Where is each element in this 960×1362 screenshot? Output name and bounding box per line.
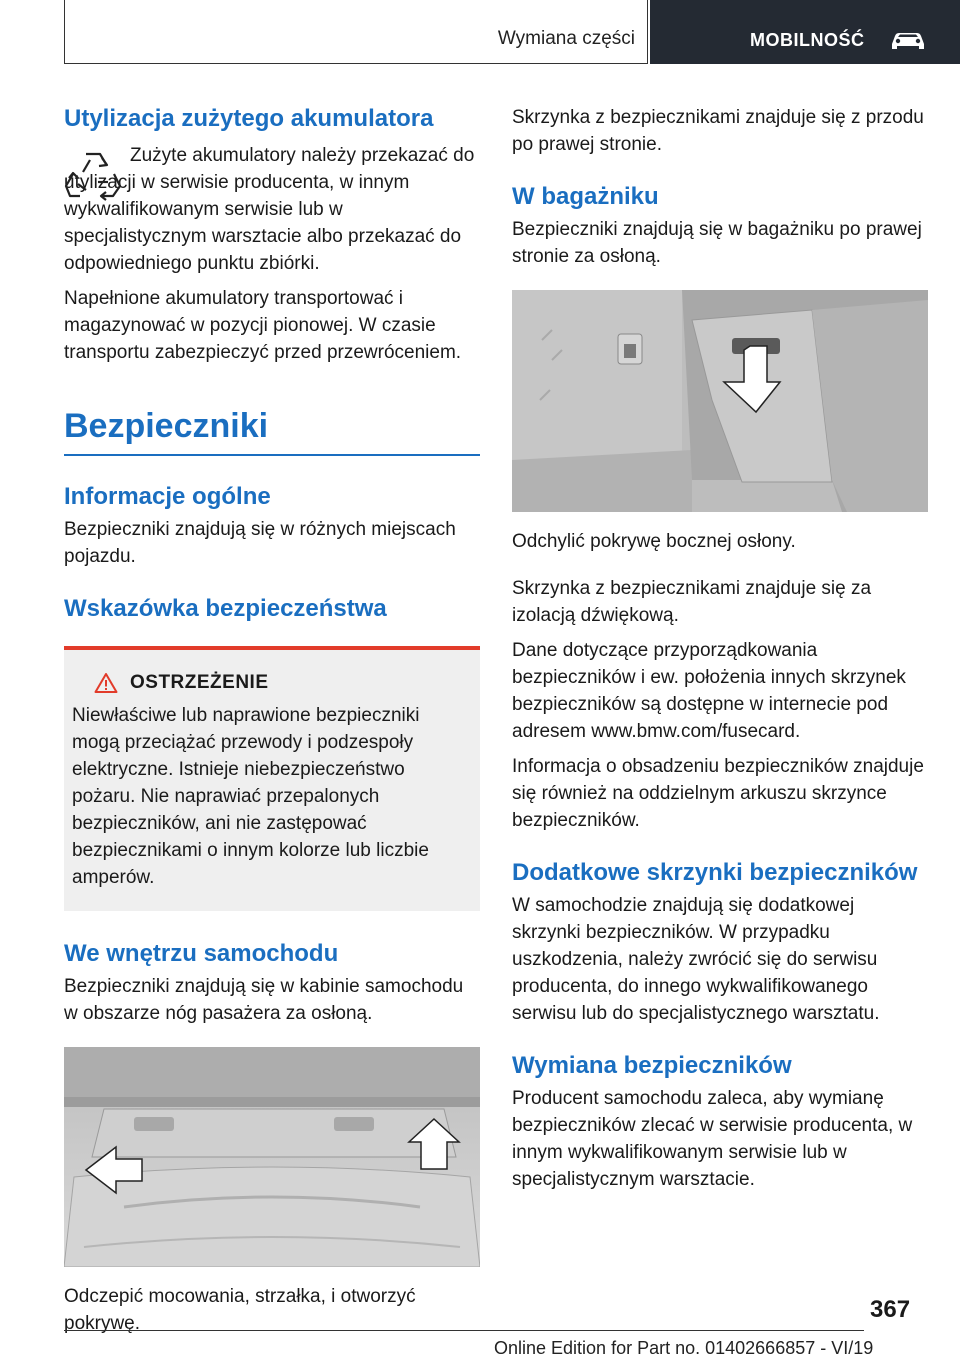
trunk-paragraph-3: Dane dotyczące przyporządkowania bezpieczników i ew. położenia innych skrzynek bezpieczników są dostępne w internecie pod adresem www.bmw.com/fusecard. [512,640,906,742]
battery-paragraph-2: Napełnione akumulatory transportować i magazynować w pozycji pionowej. W czasie transportu zabezpieczyć przed przewróceniem. [64,288,462,363]
warning-box [64,646,480,911]
right-intro: Skrzynka z bezpiecznikami znajduje się z przodu po prawej stronie. [512,107,924,155]
extra-boxes-heading: Dodatkowe skrzynki bezpieczników [512,859,918,886]
trunk-photo-illustration [512,290,928,512]
header-section-title: Wymiana części [497,28,635,49]
footer-edition: Online Edition for Part no. 01402666857 - VI/19 [494,1338,874,1358]
header-chapter-title: MOBILNOŚĆ [750,30,865,50]
general-text: Bezpieczniki znajdują się w różnych miejscach pojazdu. [64,519,456,567]
header-section-box [64,0,648,64]
fuses-title: Bezpieczniki [64,407,269,445]
left-column [64,100,480,1337]
page-number: 367 [870,1296,911,1323]
battery-paragraph-1: Zużyte akumulatory należy przekazać do utylizacji w serwisie producenta, w innym wykwalifikowanym serwisie lub w specjalistycznym warsztacie albo przekazać do odpowiedniego punktu zbiórki. [64,145,475,274]
battery-heading: Utylizacja zużytego akumulatora [64,105,434,132]
interior-photo-illustration [64,1047,480,1267]
trunk-heading: W bagażniku [512,183,659,210]
car-icon [888,28,928,52]
trunk-paragraph-2: Skrzynka z bezpiecznikami znajduje się za izolacją dźwiękową. [512,578,872,626]
trunk-paragraph-4: Informacja o obsadzeniu bezpieczników znajduje się również na oddzielnym arkuszu skrzynce bezpieczników. [512,756,924,831]
trunk-fuse-photo [512,290,928,512]
interior-caption: Odczepić mocowania, strzałka, i otworzyć pokrywę. [64,1286,416,1334]
right-column [512,100,928,1193]
general-heading: Informacje ogólne [64,483,271,510]
fuses-title-rule [64,454,480,456]
warning-triangle-icon [94,672,118,694]
interior-heading: We wnętrzu samochodu [64,940,339,967]
interior-fuse-photo [64,1047,480,1267]
recycle-icon [64,148,122,204]
replace-heading: Wymiana bezpieczników [512,1052,792,1079]
trunk-text: Bezpieczniki znajdują się w bagażniku po prawej stronie za osłoną. [512,219,922,267]
fuses-title-block [64,406,480,456]
footer-rule [64,1330,864,1331]
replace-text: Producent samochodu zaleca, aby wymianę bezpieczników zlecać w serwisie producenta, w innym wykwalifikowanym serwisie lub w specjalistycznym warsztacie. [512,1088,913,1190]
warning-title-row [72,672,472,694]
header-chapter-box [650,0,960,64]
warning-title: OSTRZEŻENIE [130,672,269,693]
safety-heading: Wskazówka bezpieczeństwa [64,595,387,622]
trunk-caption: Odchylić pokrywę bocznej osłony. [512,531,796,552]
warning-text: Niewłaściwe lub naprawione bezpieczniki mogą przeciążać przewody i podzespoły elektryczne. Istnieje niebezpieczeństwo pożaru. Nie naprawiać przepalonych bezpieczników, ani nie zastępować bezpiecznikami o innym kolorze lub liczbie amperów. [72,705,429,888]
interior-text: Bezpieczniki znajdują się w kabinie samochodu w obszarze nóg pasażera za osłoną. [64,976,464,1024]
battery-section [64,142,480,277]
extra-boxes-text: W samochodzie znajdują się dodatkowej skrzynki bezpieczników. W przypadku uszkodzenia, należy zwrócić się do serwisu producenta, do innego wykwalifikowanego serwisu lub do specjalistycznego warsztatu. [512,895,880,1024]
